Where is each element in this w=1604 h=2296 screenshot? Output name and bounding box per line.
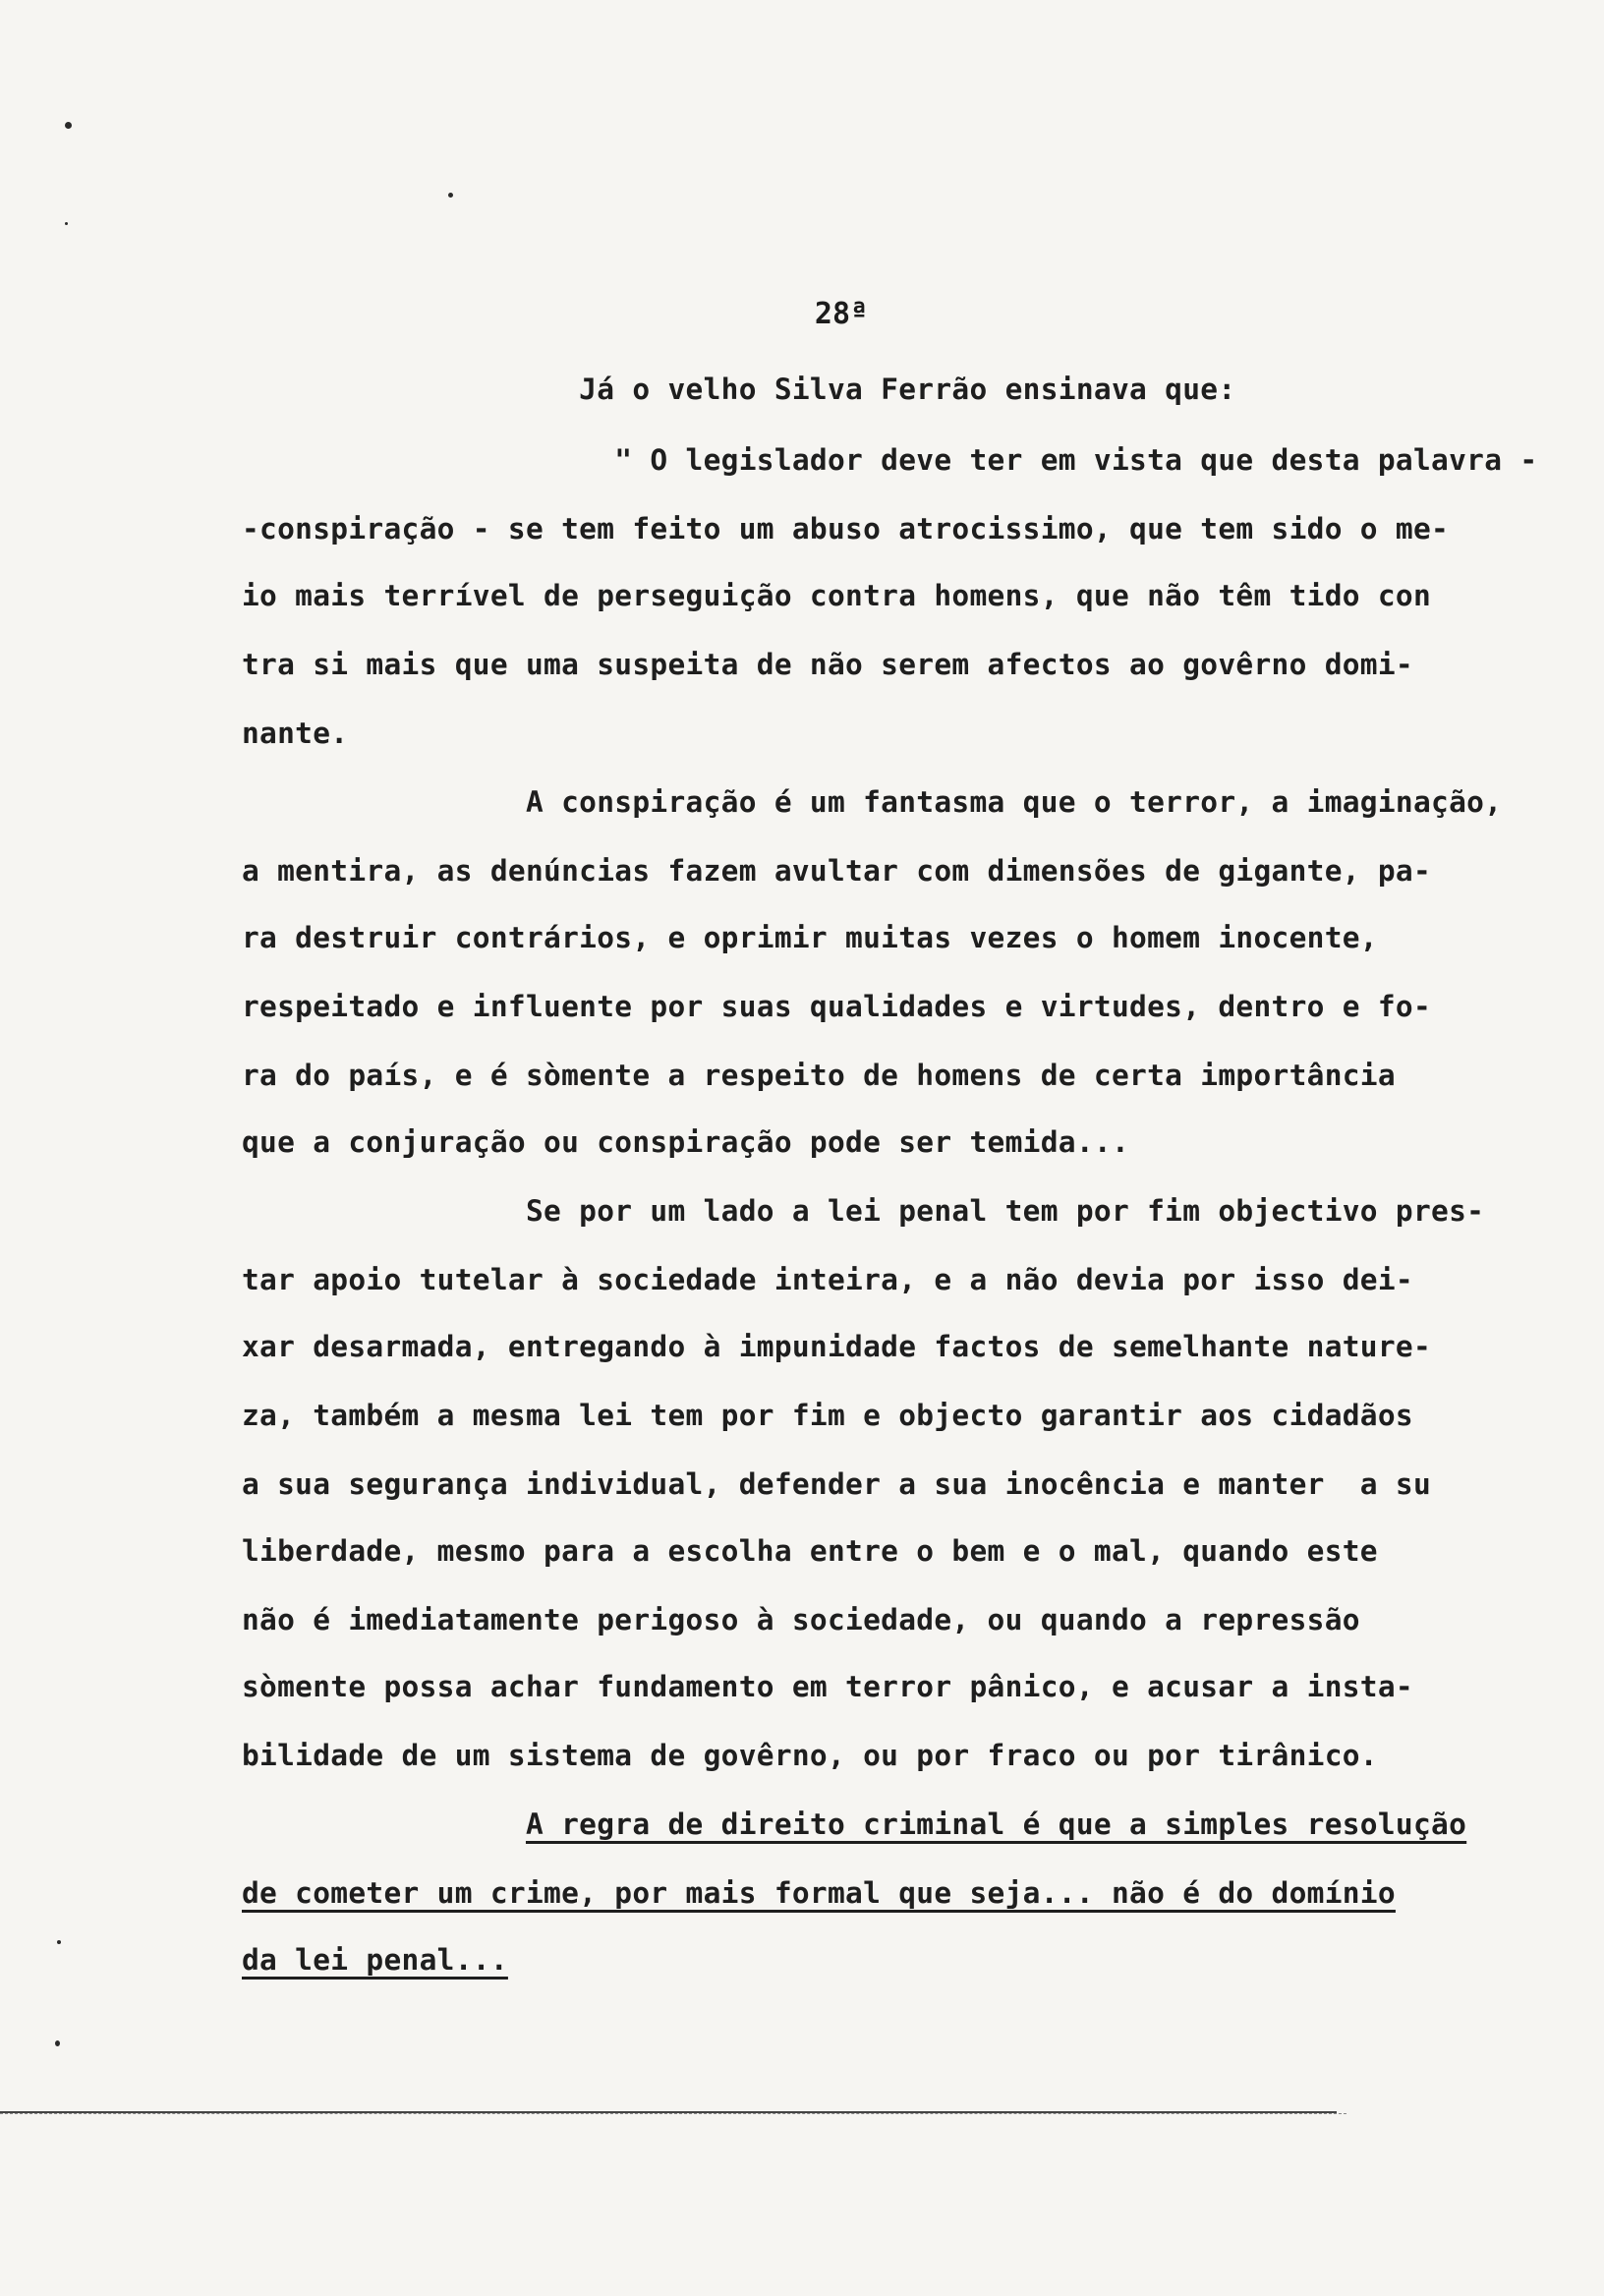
text-line: Já o velho Silva Ferrão ensinava que: — [242, 373, 1236, 406]
underlined-text: A regra de direito criminal é que a simples resolução — [525, 1808, 1467, 1841]
text-line: ra destruir contrários, e oprimir muitas vezes o homem inocente, — [242, 921, 1378, 954]
text-line: -conspiração - se tem feito um abuso atrocissimo, que tem sido o me- — [242, 512, 1450, 545]
underlined-line — [242, 1940, 1559, 1980]
text-line: não é imediatamente perigoso à sociedade, ou quando a repressão — [242, 1603, 1360, 1636]
text-line: io mais terrível de perseguição contra homens, que não têm tido con — [242, 579, 1432, 612]
text-line: " O legislador deve ter em vista que desta palavra - — [242, 443, 1538, 477]
text-line: a mentira, as denúncias fazem avultar com dimensões de gigante, pa- — [242, 854, 1432, 888]
text-line: a sua segurança individual, defender a sua inocência e manter a su — [242, 1467, 1432, 1501]
underlined-text: da lei penal... — [242, 1943, 508, 1977]
text-line: tar apoio tutelar à sociedade inteira, e a não devia por isso dei- — [242, 1263, 1413, 1296]
text-line: tra si mais que uma suspeita de não serem afectos ao govêrno domi- — [242, 648, 1413, 681]
scan-speck — [448, 193, 453, 198]
text-line: za, também a mesma lei tem por fim e objecto garantir aos cidadãos — [242, 1399, 1413, 1432]
text-line: liberdade, mesmo para a escolha entre o bem e o mal, quando este — [242, 1534, 1378, 1568]
underlined-line — [242, 1873, 1559, 1913]
scan-speck — [65, 222, 68, 225]
scan-speck — [55, 2040, 60, 2046]
text-line: que a conjuração ou conspiração pode ser temida... — [242, 1125, 1130, 1159]
text-line: respeitado e influente por suas qualidades e virtudes, dentro e fo- — [242, 990, 1432, 1023]
scan-speck — [65, 122, 72, 129]
text-line: xar desarmada, entregando à impunidade factos de semelhante nature- — [242, 1330, 1432, 1363]
text-line: bilidade de um sistema de govêrno, ou por fraco ou por tirânico. — [242, 1739, 1378, 1772]
text-line: A conspiração é um fantasma que o terror, a imaginação, — [242, 785, 1503, 819]
underlined-line — [242, 1805, 1559, 1844]
underlined-text: de cometer um crime, por mais formal que seja... não é do domínio — [242, 1876, 1396, 1910]
page-number: 28ª — [814, 297, 869, 331]
bottom-rule-shadow — [0, 2113, 1346, 2114]
text-line: sòmente possa achar fundamento em terror pânico, e acusar a insta- — [242, 1670, 1413, 1703]
text-line: ra do país, e é sòmente a respeito de homens de certa importância — [242, 1059, 1396, 1092]
text-line: nante. — [242, 717, 349, 750]
text-line: Se por um lado a lei penal tem por fim objectivo pres- — [242, 1194, 1485, 1228]
scan-speck — [57, 1940, 61, 1944]
